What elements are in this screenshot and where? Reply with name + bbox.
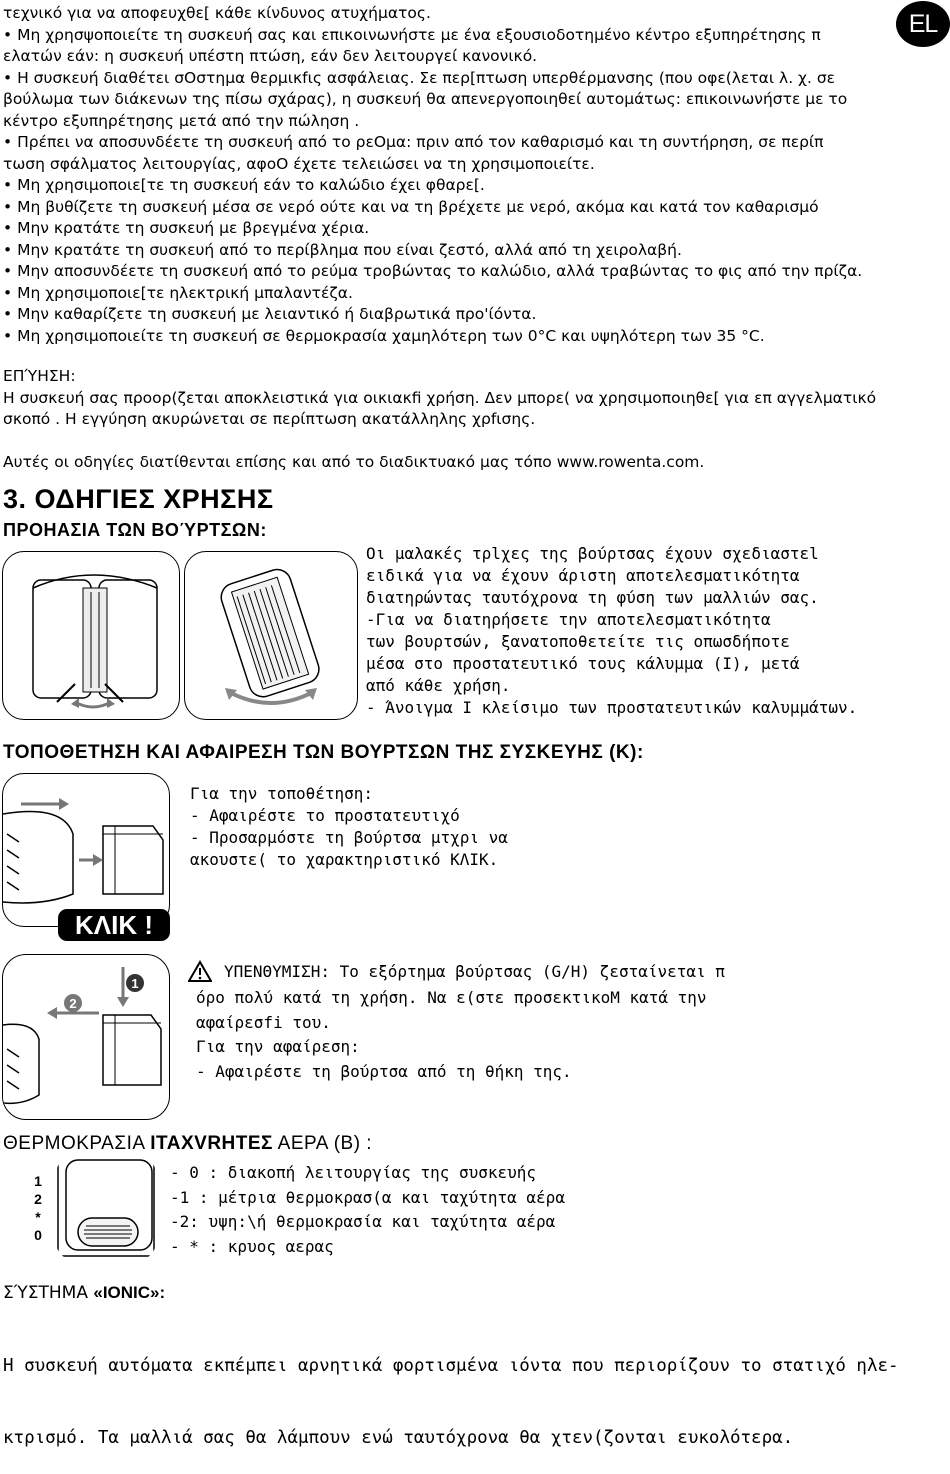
- temp-heading-part: ΑΕΡΑ (B) :: [272, 1133, 373, 1154]
- safety-line: ελατών εάν: η συσκευή υπέστη πτώση, εάν δεν λειτουργεί κανονικό.: [3, 47, 538, 65]
- temp-setting-line: -2: υψη:\ή θερμοκρασία και ταχύτητα αέρα: [170, 1212, 556, 1231]
- warning-line: όρο πολύ κατά τη χρήση. Να ε(στε προσεκτικοΜ κατά την: [196, 988, 707, 1007]
- safety-line: • Μην αποσυνδέετε τη συσκευή από το ρεύμα τροβώντας το καλώδιο, αλλά τραβώντας το φις από την πρίζα.: [3, 261, 893, 283]
- mount-line: - Προσαρμόστε τη βούρτσα μτχρι να: [190, 828, 508, 847]
- temp-heading-bold: ΙΤΑΧVRHTEΣ: [150, 1133, 273, 1154]
- switch-label: 1: [34, 1173, 42, 1189]
- safety-line: • Η συσκευή διαθέτει σΟστημα θερμικfις ασφάλειας. Σε περ[πτωση υπερθέρμανσης (που οφε(λεται λ. χ. σε: [3, 68, 893, 90]
- warranty-text: Η συσκευή σας προορ(ζεται αποκλειστικά για οικιακfi χρήση. Δεν μπορε( να χρησιμοποιηθε[ για επ αγγελματικό: [3, 388, 877, 407]
- protection-line: ειδικά για να έχουν άριστη αποτελεσματικότητα: [366, 566, 800, 585]
- mount-line: ακουστε( το χαρακτηριστικό ΚΛΙΚ.: [190, 850, 499, 869]
- warning-text: [196, 986, 707, 1084]
- warning-icon: [188, 960, 212, 986]
- warning-line: ΥΠΕΝΘΥΜΙΣΗ: Το εξόρτημα βούρτσας (G/H) ζεσταίνεται π: [224, 962, 725, 981]
- ionic-line: κτρισμό. Τα μαλλιά σας θα λάμπουν ενώ ταυτόχρονα θα χτεν(ζονται ευκολότερα.: [3, 1428, 794, 1448]
- removal-illustration-frame: [2, 954, 170, 1120]
- language-badge: EL: [896, 1, 950, 47]
- mount-heading: ΤΟΠΟΘΕΤΗΣΗ ΚΑΙ ΑΦΑΙΡΕΣΗ ΤΩΝ ΒΟΥΡΤΣΩΝ ΤΗΣ ΣΥΣΚΕΥΗΣ (Κ):: [3, 742, 644, 763]
- safety-line: βούλωμα των διάκενων της πίσω σχάρας), η συσκευή θα απενεργοποιηθεί αυτομάτως: επικοινωνήστε με το: [3, 90, 848, 108]
- protection-line: διατηρώντας ταυτόχρονα τη φύση των μαλλιών σας.: [366, 588, 819, 607]
- brush-cover-illustration: [3, 552, 179, 719]
- ionic-heading-part: ΣΎΣΤΗΜΑ: [3, 1283, 94, 1303]
- protection-line: -Για να διατηρήσετε την αποτελεσματικότητα: [366, 610, 771, 629]
- switch-position-labels: [28, 1172, 48, 1244]
- warning-text-first: [224, 961, 725, 983]
- mount-line: - Αφαιρέστε το προστατευτιχό: [190, 806, 460, 825]
- safety-line: • Μην κρατάτε τη συσκευή με βρεγμένα χέρια.: [3, 218, 893, 240]
- safety-line: τεχνικό για να αποφευχθε[ κάθε κίνδυνος ατυχήματος.: [3, 4, 431, 22]
- temp-settings: [170, 1161, 565, 1259]
- ionic-heading-bold: «IONIC»:: [93, 1283, 166, 1302]
- warranty-text: σκοπό . Η εγγύηση ακυρώνεται σε περίπτωση ακατάλληλης χρfισης.: [3, 410, 536, 428]
- protection-line: των βουρτσών, ξανατοποθετείτε τις οπωσδήποτε: [366, 632, 790, 651]
- safety-list: [3, 3, 893, 347]
- warning-line: - Αφαιρέστε τη βούρτσα από τη θήκη της.: [196, 1061, 572, 1081]
- ionic-line: Η συσκευή αυτόματα εκπέμπει αρνητικά φορτισμένα ιόντα που περιορίζουν το στατιχό ηλε-: [3, 1356, 899, 1376]
- safety-line: • Μην κρατάτε τη συσκευή από το περίβλημα που είναι ζεστό, αλλά από τη χειρολαβή.: [3, 240, 893, 262]
- step-two-number: 2: [69, 996, 77, 1011]
- temp-setting-line: -1 : μέτρια θερμοκρασ(α και ταχύτητα αέρα: [170, 1187, 565, 1207]
- safety-line: • Μην καθαρίζετε τη συσκευή με λειαντικό ή διαβρωτικά προ'ίόντα.: [3, 304, 893, 326]
- brush-illustration-frame: [184, 551, 358, 720]
- section-title: 3. ΟΔΗΓΙΕΣ ΧΡΗΣΗΣ: [3, 484, 274, 514]
- klik-label: ΚΛΙΚ !: [58, 909, 170, 941]
- brush-removal-illustration: [3, 955, 169, 1119]
- safety-line: • Μη χρησιμοποιε[τε τη συσκευή εάν το καλώδιο έχει φθαρε[.: [3, 175, 893, 197]
- safety-line: • Μη χρησιμοποιείτε τη συσκευή σε θερμοκρασία χαμηλότερη των 0°C και υψηλότερη των 35 °C.: [3, 326, 893, 348]
- safety-line: κέντρο εξυπηρέτησης μετά από την πώληση .: [3, 111, 360, 130]
- safety-line: • Μη χρησψοποιείτε τη συσκευή σας και επικοινωνήστε με ένα εξουσιοδοτημένο κέντρο εξυπηρέτησης π: [3, 25, 893, 47]
- temp-heading-part: ΘΕΡΜΟΚΡΑΣΙΑ: [3, 1133, 151, 1154]
- temp-switch-illustration: [56, 1156, 156, 1260]
- online-note: [3, 452, 933, 474]
- safety-line: τωση σφάλματος λειτουργίας, αφοO έχετε τελειώσει να τη χρησιμοποιείτε.: [3, 154, 595, 173]
- temp-heading: [3, 1133, 372, 1155]
- warning-line: αφαίρεσfi του.: [196, 1012, 331, 1032]
- safety-line: • Μη χρησιμοποιε[τε ηλεκτρική μπαλαντέζα.: [3, 283, 893, 305]
- protection-heading: ΠΡΟΗΑΣΙΑ ΤΩΝ ΒΟΎΡΤΣΩΝ:: [3, 520, 267, 540]
- ionic-heading: [3, 1283, 165, 1303]
- protection-line: μέσα στο προστατευτικό τους κάλυμμα (I), μετά: [366, 654, 800, 673]
- mount-illustration-frame: [2, 773, 170, 927]
- switch-label: 2: [34, 1191, 42, 1207]
- temp-setting-line: - * : κρυος αερας: [170, 1236, 334, 1256]
- temp-setting-line: - 0 : διακοπή λειτουργίας της συσκευής: [170, 1163, 537, 1182]
- mount-text: [190, 783, 508, 871]
- warranty-heading: ΕΠΎΗΣΗ:: [3, 367, 76, 385]
- protection-line: - Άνοιγμα I κλείσιμο των προστατευτικών καλυμμάτων.: [366, 698, 858, 717]
- step-one-number: 1: [131, 976, 139, 991]
- round-brush-illustration: [185, 552, 357, 719]
- protection-text: [366, 543, 857, 719]
- warning-line: Για την αφαίρεση:: [196, 1037, 360, 1056]
- safety-line: • Μη βυθίζετε τη συσκευή μέσα σε νερό ούτε και να τη βρέχετε με νερό, ακόμα και κατά τον καθαρισμό: [3, 197, 893, 219]
- safety-line: • Πρέπει να αποσυνδέετε τη συσκευή από το ρεOμα: πριν από τον καθαρισμό και τη συντήρηση, σε περίπ: [3, 132, 893, 154]
- warranty-section: [3, 366, 933, 431]
- switch-label: 0: [34, 1227, 42, 1243]
- mount-line: Για την τοποθέτηση:: [190, 784, 374, 803]
- protection-line: Οι μαλακές τρlχες της βούρτσας έχουν σχεδιαστεl: [366, 544, 819, 563]
- switch-label: *: [35, 1209, 41, 1225]
- ionic-text: [3, 1306, 899, 1474]
- cover-illustration-frame: [2, 551, 180, 720]
- online-note-text: Αυτές οι οδηγίες διατίθενται επίσης και από το διαδικτυακό μας τόπο www.rowenta.com.: [3, 453, 705, 471]
- protection-line: από κάθε χρήση.: [366, 676, 511, 695]
- brush-mounting-illustration: [3, 774, 169, 926]
